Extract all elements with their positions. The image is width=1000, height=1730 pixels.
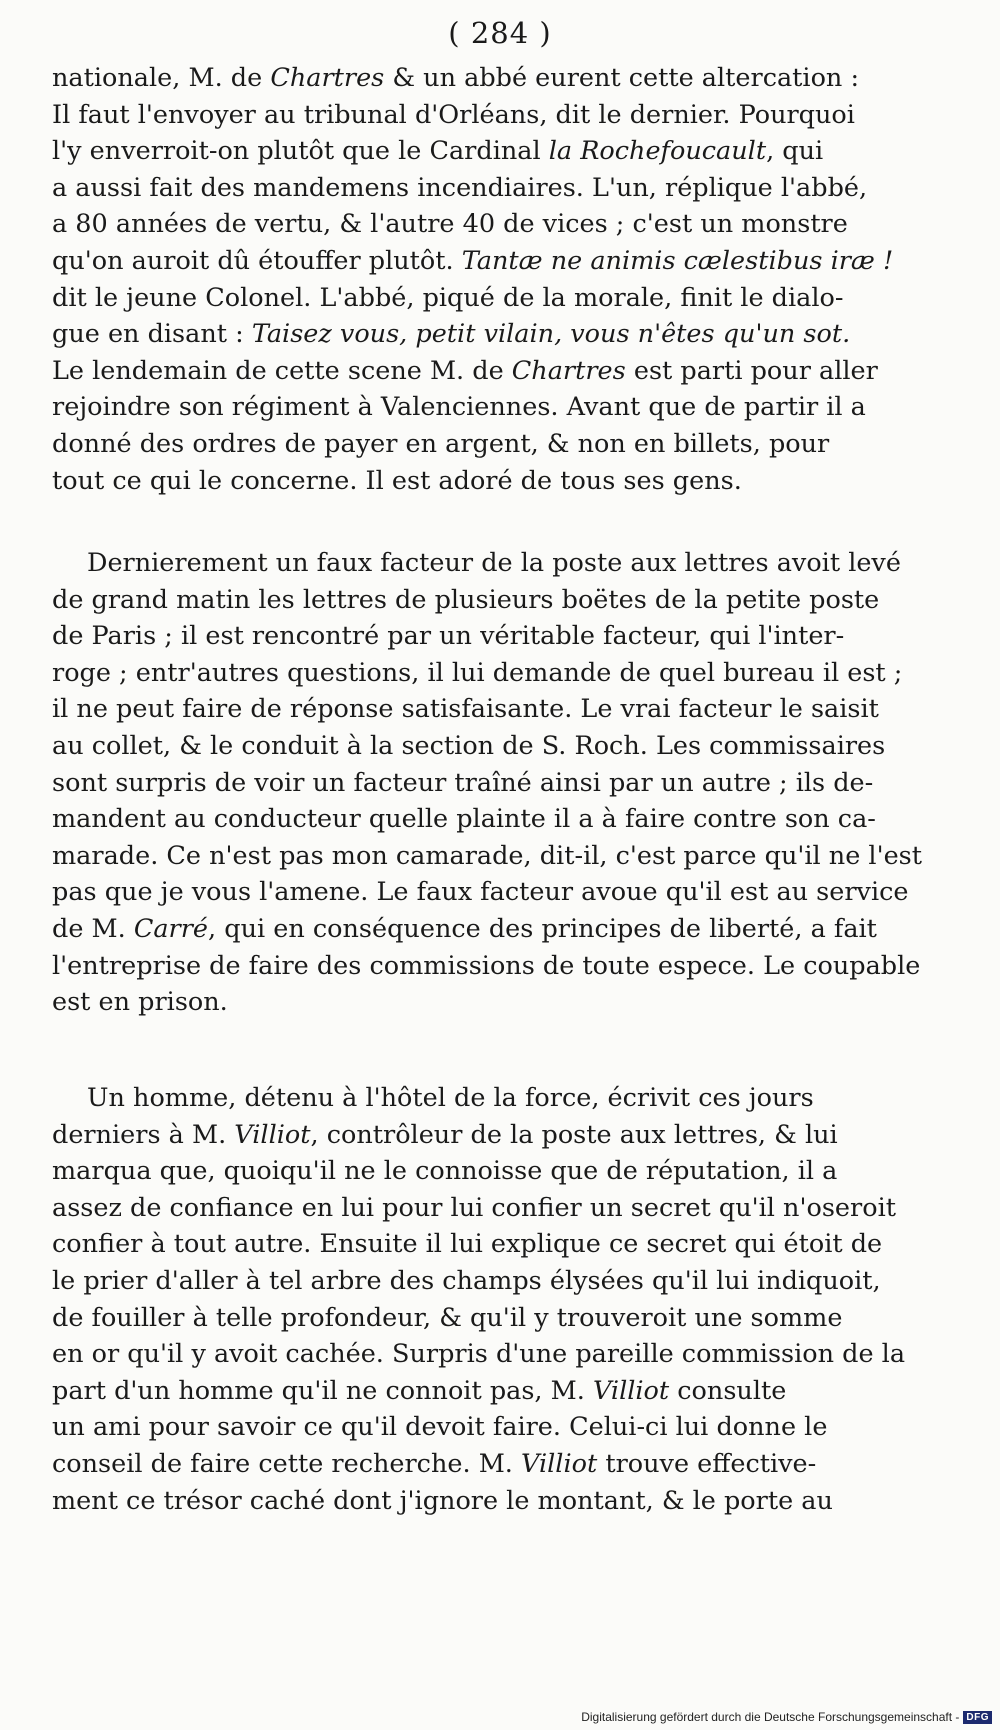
text-run: en or qu'il y avoit cachée. Surpris d'une pareille commission de la xyxy=(52,1339,906,1370)
text-line xyxy=(52,1409,932,1446)
text-line xyxy=(52,1263,932,1300)
text-run: Dernierement un faux facteur de la poste aux lettres avoit levé xyxy=(87,548,901,578)
italic-text: Chartres xyxy=(270,63,385,93)
text-line xyxy=(52,801,932,838)
paragraph-2 xyxy=(52,545,932,1021)
footer-text: Digitalisierung gefördert durch die Deutsche Forschungsgemeinschaft - xyxy=(581,1710,960,1724)
paragraph-3 xyxy=(52,1080,932,1519)
text-line xyxy=(52,1226,932,1263)
page-number: ( 284 ) xyxy=(448,16,552,50)
text-run: est en prison. xyxy=(52,987,228,1018)
text-line xyxy=(52,1153,932,1190)
text-run: l'entreprise de faire des commissions de toute espece. Le coupable xyxy=(52,950,921,981)
italic-text: Carré xyxy=(133,913,209,944)
text-line xyxy=(52,60,932,97)
text-run: a 80 années de vertu, & l'autre 40 de vices ; c'est un monstre xyxy=(52,209,848,240)
text-line xyxy=(52,1190,932,1227)
text-line xyxy=(52,426,932,463)
text-line xyxy=(52,389,932,426)
text-run: qu'on auroit dû étouffer plutôt. xyxy=(52,245,462,276)
text-run: conseil de faire cette recherche. M. xyxy=(52,1448,522,1479)
text-line xyxy=(52,1483,932,1520)
text-run: a aussi fait des mandemens incendiaires. L'un, réplique l'abbé, xyxy=(52,172,868,203)
text-run: le prier d'aller à tel arbre des champs élysées qu'il lui indiquoit, xyxy=(52,1265,881,1296)
text-run: , qui xyxy=(766,136,824,167)
text-line xyxy=(52,97,932,134)
text-line xyxy=(52,874,932,911)
text-run: Le lendemain de cette scene M. de xyxy=(52,355,512,386)
italic-text: la Rochefoucault xyxy=(548,136,767,167)
text-line xyxy=(52,984,932,1021)
text-line xyxy=(52,170,932,207)
text-line xyxy=(52,948,932,985)
text-line xyxy=(52,691,932,728)
text-run: assez de confiance en lui pour lui confier un secret qu'il n'oseroit xyxy=(52,1192,896,1223)
text-line xyxy=(52,1117,932,1154)
text-line xyxy=(52,618,932,655)
text-run: marade. Ce n'est pas mon camarade, dit-il, c'est parce qu'il ne l'est xyxy=(52,840,923,871)
text-line xyxy=(52,133,932,170)
italic-text: Villiot xyxy=(521,1448,598,1479)
text-run: tout ce qui le concerne. Il est adoré de tous ses gens. xyxy=(52,465,742,496)
text-run: nationale, M. de xyxy=(52,63,271,93)
text-line xyxy=(52,582,932,619)
text-run: de fouiller à telle profondeur, & qu'il y trouveroit une somme xyxy=(52,1302,843,1333)
text-run: il ne peut faire de réponse satisfaisante. Le vrai facteur le saisit xyxy=(52,694,879,725)
text-run: part d'un homme qu'il ne connoit pas, M. xyxy=(52,1375,593,1406)
text-line xyxy=(52,655,932,692)
text-run: derniers à M. xyxy=(52,1119,235,1150)
text-line xyxy=(52,1080,932,1117)
text-line xyxy=(52,463,932,500)
text-run: dit le jeune Colonel. L'abbé, piqué de la morale, finit le dialo- xyxy=(52,282,844,313)
text-run: au collet, & le conduit à la section de S. Roch. Les commissaires xyxy=(52,730,886,761)
text-line xyxy=(52,1446,932,1483)
text-run: confier à tout autre. Ensuite il lui explique ce secret qui étoit de xyxy=(52,1229,883,1260)
text-line xyxy=(52,728,932,765)
italic-text: Taisez vous, petit vilain, vous n'êtes qu'un sot. xyxy=(251,319,851,350)
text-run: roge ; entr'autres questions, il lui demande de quel bureau il est ; xyxy=(52,657,903,688)
dfg-logo: DFG xyxy=(963,1711,992,1724)
text-line xyxy=(52,280,932,317)
text-run: l'y enverroit-on plutôt que le Cardinal xyxy=(52,136,549,167)
text-run: donné des ordres de payer en argent, & non en billets, pour xyxy=(52,428,830,459)
text-run: , contrôleur de la poste aux lettres, & lui xyxy=(310,1119,838,1150)
italic-text: Villiot xyxy=(592,1375,670,1406)
text-run: rejoindre son régiment à Valenciennes. Avant que de partir il a xyxy=(52,392,866,423)
text-run: Il faut l'envoyer au tribunal d'Orléans, dit le dernier. Pourquoi xyxy=(52,99,855,130)
footer xyxy=(581,1710,992,1724)
text-line xyxy=(52,353,932,390)
text-run: marqua que, quoiqu'il ne le connoisse que de réputation, il a xyxy=(52,1156,838,1187)
text-run: & un abbé eurent cette altercation : xyxy=(384,63,860,93)
text-run: ment ce trésor caché dont j'ignore le montant, & le porte au xyxy=(52,1485,833,1516)
text-run: de M. xyxy=(52,913,134,944)
text-line xyxy=(52,206,932,243)
text-line xyxy=(52,1336,932,1373)
text-run: un ami pour savoir ce qu'il devoit faire. Celui-ci lui donne le xyxy=(52,1412,828,1443)
text-line xyxy=(52,243,932,280)
text-run: pas que je vous l'amene. Le faux facteur avoue qu'il est au service xyxy=(52,877,909,908)
text-run: mandent au conducteur quelle plainte il a à faire contre son ca- xyxy=(52,804,876,835)
text-run: est parti pour aller xyxy=(625,355,878,386)
text-run: sont surpris de voir un facteur traîné ainsi par un autre ; ils de- xyxy=(52,767,874,798)
text-line xyxy=(52,838,932,875)
text-line xyxy=(52,316,932,353)
text-line xyxy=(52,545,932,582)
text-run: consulte xyxy=(669,1375,787,1406)
text-run: gue en disant : xyxy=(52,319,252,350)
text-line xyxy=(52,765,932,802)
text-line xyxy=(52,911,932,948)
italic-text: Villiot xyxy=(234,1119,311,1150)
paragraph-1 xyxy=(52,60,932,499)
text-line xyxy=(52,1373,932,1410)
text-run: Un homme, détenu à l'hôtel de la force, écrivit ces jours xyxy=(87,1083,814,1113)
text-run: , qui en conséquence des principes de liberté, a fait xyxy=(208,913,877,944)
italic-text: Chartres xyxy=(511,355,626,386)
text-run: de grand matin les lettres de plusieurs boëtes de la petite poste xyxy=(52,584,880,615)
italic-text: Tantæ ne animis cælestibus iræ ! xyxy=(461,245,894,276)
text-run: trouve effective- xyxy=(597,1448,817,1479)
text-run: de Paris ; il est rencontré par un véritable facteur, qui l'inter- xyxy=(52,621,845,652)
text-line xyxy=(52,1300,932,1337)
